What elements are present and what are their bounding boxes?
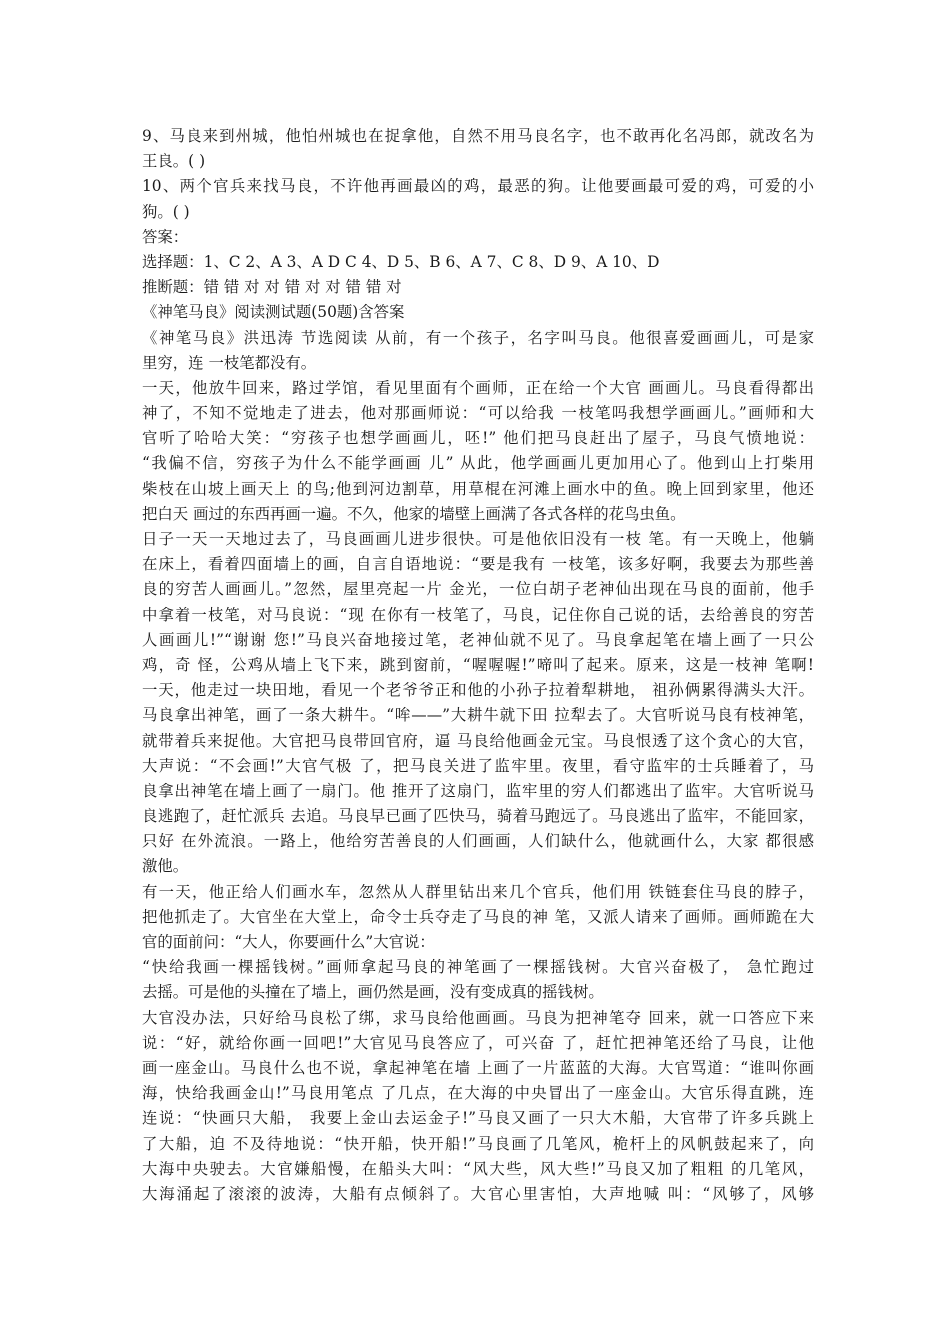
text-line: 大官没办法，只好给马良松了绑，求马良给他画画。马良为把神笔夺 回来，就一口答应下来 — [142, 1008, 814, 1027]
text-line: 《神笔马良》洪迅涛 节选阅读 从前，有一个孩子，名字叫马良。他很喜爱画画儿，可是家 — [142, 328, 814, 347]
text-line: 了大船，迫 不及待地说：“快开船，快开船!”马良画了几笔风，桅杆上的风帆鼓起来了，向 — [142, 1134, 814, 1153]
text-line: 有一天，他正给人们画水车，忽然从人群里钻出来几个官兵，他们用 铁链套住马良的脖子， — [142, 882, 814, 901]
text-line: 鸡，奇 怪，公鸡从墙上飞下来，跳到窗前，“喔喔喔!”啼叫了起来。原来，这是一枝神 笔啊! — [142, 655, 814, 674]
text-line: 10、两个官兵来找马良，不许他再画最凶的鸡，最恶的狗。让他要画最可爱的鸡，可爱的小 — [142, 177, 814, 196]
text-line: 王良。( ) — [142, 152, 206, 171]
text-line: 把白天 画过的东西再画一遍。不久，他家的墙壁上画满了各式各样的花鸟虫鱼。 — [142, 504, 686, 523]
text-line: 里穷，连 一枝笔都没有。 — [142, 353, 317, 372]
text-line: 官的面前问：“大人，你要画什么”大官说： — [142, 933, 435, 951]
text-line: 海，快给我画金山!”马良用笔点 了几点，在大海的中央冒出了一座金山。大官乐得直跳，连 — [142, 1084, 814, 1103]
text-line: 神了，不知不觉地走了进去，他对那画师说：“可以给我 一枝笔吗我想学画画儿。”画师和大 — [142, 404, 814, 423]
text-line: 一天，他放牛回来，路过学馆，看见里面有个画师，正在给一个大官 画画儿。马良看得都出 — [142, 378, 814, 397]
text-line: 推断题：错 错 对 对 错 对 对 错 错 对 — [142, 278, 402, 297]
text-line: 日子一天一天地过去了，马良画画儿进步很快。可是他依旧没有一枝 笔。有一天晚上，他躺 — [142, 530, 814, 548]
text-line: 选择题：1、C 2、A 3、A D C 4、D 5、B 6、A 7、C 8、D 9、A 10、D — [142, 252, 660, 271]
text-line: 大海涌起了滚滚的波涛，大船有点倾斜了。大官心里害怕，大声地喊 叫：“风够了，风够 — [142, 1184, 814, 1203]
text-line: 官听了哈哈大笑：“穷孩子也想学画画儿，呸!” 他们把马良赶出了屋子，马良气愤地说： — [142, 429, 814, 448]
text-line: “快给我画一棵摇钱树。”画师拿起马良的神笔画了一棵摇钱树。大官兴奋极了， 急忙跑过 — [142, 958, 814, 977]
text-line: 连说：“快画只大船， 我要上金山去运金子!”马良又画了一只大木船，大官带了许多兵跳上 — [142, 1109, 814, 1128]
text-line: 在床上，看着四面墙上的画，自言自语地说：“要是我有 一枝笔，该多好啊，我要去为那些善 — [142, 555, 814, 574]
text-line: 人画画儿!”“谢谢 您!”马良兴奋地接过笔，老神仙就不见了。马良拿起笔在墙上画了一只公 — [142, 630, 814, 649]
text-line: 中拿着一枝笔，对马良说：“现 在你有一枝笔了，马良，记住你自己说的话，去给善良的穷苦 — [142, 605, 814, 624]
text-line: 只好 在外流浪。一路上，他给穷苦善良的人们画画，人们缺什么，他就画什么，大家 都很感 — [142, 832, 814, 851]
text-line: 《神笔马良》阅读测试题(50题)含答案 — [142, 303, 405, 322]
text-line: 答案： — [142, 227, 189, 246]
text-line: 把他抓走了。大官坐在大堂上，命令士兵夺走了马良的神 笔，又派人请来了画师。画师跪在大 — [142, 907, 814, 926]
text-line: 激他。 — [142, 857, 189, 876]
text-line: 一天，他走过一块田地，看见一个老爷爷正和他的小孙子拉着犁耕地， 祖孙俩累得满头大汗。 — [142, 681, 814, 700]
text-line: 大声说：“不会画!”大官气极 了，把马良关进了监牢里。夜里，看守监牢的士兵睡着了，马 — [142, 756, 814, 775]
text-line: 狗。( ) — [142, 202, 190, 221]
text-line: 就带着兵来捉他。大官把马良带回官府，逼 马良给他画金元宝。马良恨透了这个贪心的大官， — [142, 731, 814, 750]
text-line: 良拿出神笔在墙上画了一扇门。他 推开了这扇门，监牢里的穷人们都逃出了监牢。大官听说马 — [142, 781, 814, 800]
document-page — [142, 124, 814, 1207]
text-line: 马良拿出神笔，画了一条大耕牛。“哞——”大耕牛就下田 拉犁去了。大官听说马良有枝神笔， — [142, 706, 814, 725]
text-line: 柴枝在山坡上画天上 的鸟;他到河边割草，用草棍在河滩上画水中的鱼。晚上回到家里，他还 — [142, 479, 814, 498]
text-line: 9、马良来到州城，他怕州城也在捉拿他，自然不用马良名字，也不敢再化名冯郎，就改名为 — [142, 127, 814, 145]
text-line: 说：“好，就给你画一回吧!”大官见马良答应了，可兴奋 了，赶忙把神笔还给了马良，让他 — [142, 1033, 814, 1052]
text-line: 画一座金山。马良什么也不说，拿起神笔在墙 上画了一片蓝蓝的大海。大官骂道：“谁叫你画 — [142, 1058, 814, 1077]
text-line: 大海中央驶去。大官嫌船慢，在船头大叫：“风大些，风大些!”马良又加了粗粗 的几笔风， — [142, 1159, 814, 1178]
text-line: 良逃跑了，赶忙派兵 去追。马良早已画了匹快马，骑着马跑远了。马良逃出了监牢，不能回家， — [142, 807, 814, 826]
text-line: 去摇。可是他的头撞在了墙上，画仍然是画，没有变成真的摇钱树。 — [142, 983, 604, 1002]
text-line: 良的穷苦人画画儿。”忽然，屋里亮起一片 金光，一位白胡子老神仙出现在马良的面前，他手 — [142, 580, 814, 599]
text-line: “我偏不信，穷孩子为什么不能学画画 儿” 从此，他学画画儿更加用心了。他到山上打柴用 — [142, 454, 814, 473]
